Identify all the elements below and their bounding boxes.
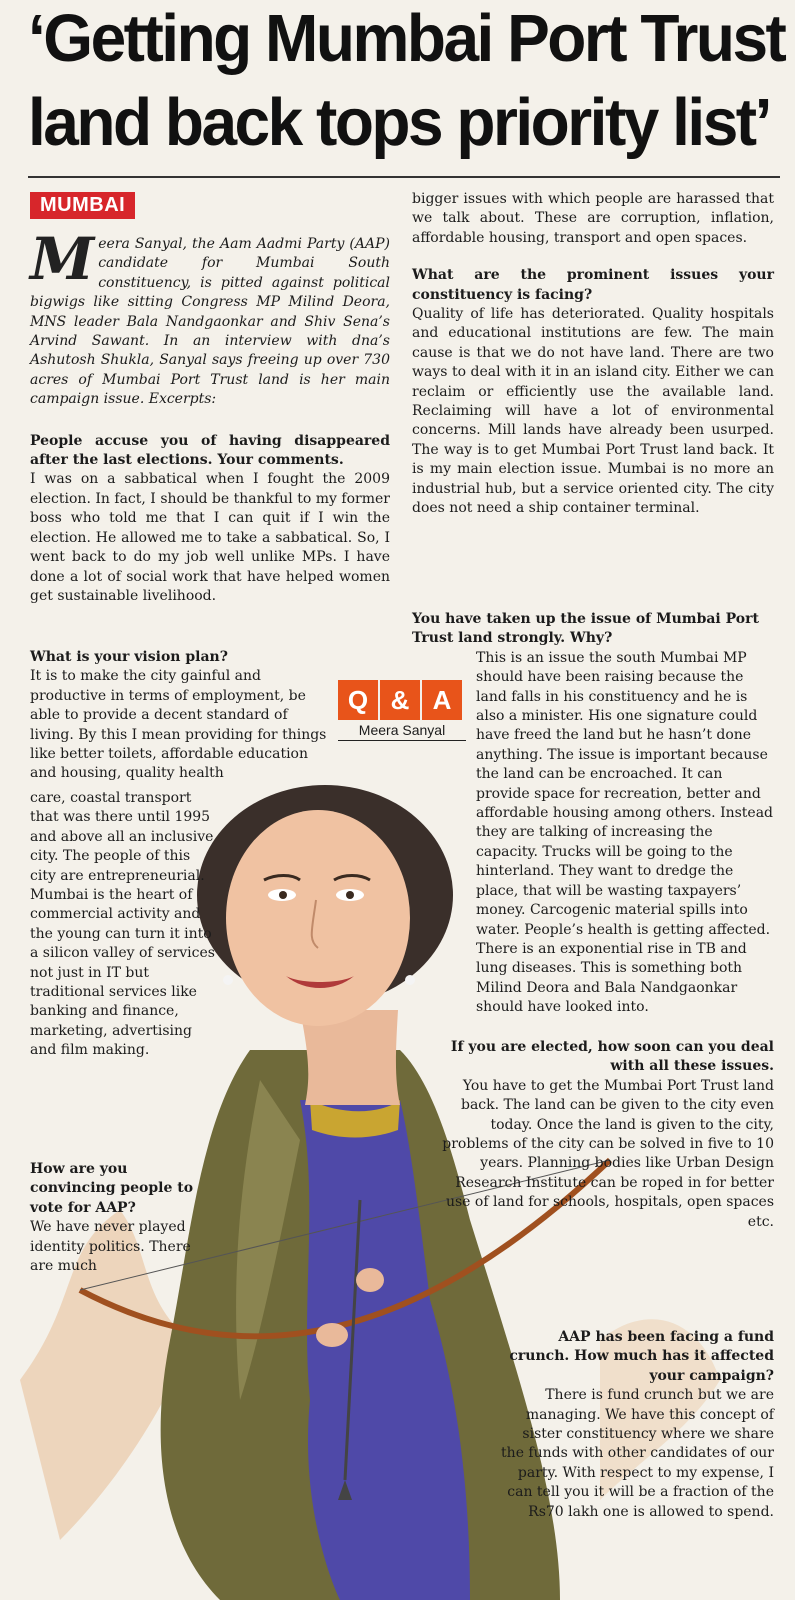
question-4: What are the prominent issues your constituency is facing? [412,267,774,303]
qa-box [338,680,466,746]
answer-4: Quality of life has deteriorated. Quality hospitals and educational institutions are few. The main cause is that we do not have land. There are two ways to deal with it in an island city. Either we can reclaim or efficiently use the available land. Reclaiming will have a lot of environmental concerns. Mill lands have already been usurped. The way is to get Mumbai Port Trust land back. It is my main election issue. Mumbai is no more an industrial hub, but a service oriented city. The city does not need a ship container terminal. [412,306,774,517]
qa-tile-q: Q [338,680,378,720]
question-1: People accuse you of having disappeared after the last elections. Your comments. [30,432,390,469]
question-6: If you are elected, how soon can you deal with all these issues. [450,1039,774,1075]
column-2 [412,190,774,519]
column-1-vision-cont [30,789,215,1061]
answer-2a: It is to make the city gainful and productive in terms of employment, be able to provide a decent standard of living. By this I mean providing for things like better toilets, affordable education and housing, quality health [30,668,327,782]
question-7: AAP has been facing a fund crunch. How much has it affected your campaign? [509,1329,774,1384]
question-5: You have taken up the issue of Mumbai Port Trust land strongly. Why? [412,611,759,647]
column-1 [30,225,390,606]
column-2-elected [440,1038,774,1232]
question-2: What is your vision plan? [30,649,228,665]
headline-line-2: land back tops priority list’ [28,84,770,160]
qa-tiles [338,680,466,720]
answer-3: We have never played identity politics. There are much [30,1219,191,1275]
qa-interviewee-name: Meera Sanyal [338,722,466,741]
intro-paragraph [30,225,390,410]
qa-tile-a: A [422,680,462,720]
column-2-port-trust [412,610,774,1018]
qa-tile-amp: & [380,680,420,720]
column-2-fund [500,1328,774,1522]
dropcap: M [30,225,95,293]
column-1-vision [30,648,390,784]
answer-1: I was on a sabbatical when I fought the 2009 election. In fact, I should be thankful to my former boss who told me that I can quit if I win the election. He allowed me to take a sabbatical. So, I went back to do my job well unlike MPs. I have done a lot of social work that have helped women get sustainable livelihood. [30,471,390,604]
headline-line-1: ‘Getting Mumbai Port Trust [28,0,785,76]
answer-2b: care, coastal transport that was there until 1995 and above all an inclusive city. The people of this city are entrepreneurial. Mumbai is the heart of commercial activity and the young can turn it into a silicon valley of services not just in IT but traditional services like banking and finance, marketing, advertising and film making. [30,790,215,1059]
column-1-aap [30,1160,210,1276]
answer-6: You have to get the Mumbai Port Trust land back. The land can be given to the city even today. Once the land is given to the city, problems of the city can be solved in five to 10 years. Planning bodies like Urban Design Research Institute can be roped in for better use of land for schools, hospitals, open spaces etc. [442,1077,774,1230]
intro-text: eera Sanyal, the Aam Aadmi Party (AAP) candidate for Mumbai South constituency, is pitted against political bigwigs like sitting Congress MP Milind Deora, MNS leader Bala Nandgaonkar and Shiv Sena’s Arvind Sawant. In an interview with dna’s Ashutosh Shukla, Sanyal says freeing up over 730 acres of Mumbai Port Trust land is her main campaign issue. Excerpts: [30,236,390,408]
col2-continuation: bigger issues with which people are harassed that we talk about. These are corruption, inflation, affordable housing, transport and open spaces. [412,191,774,246]
question-3: How are you convincing people to vote for AAP? [30,1161,194,1216]
answer-7: There is fund crunch but we are managing. We have this concept of sister constituency where we share the funds with other candidates of our party. With respect to my expense, I can tell you it will be a fraction of the Rs70 lakh one is allowed to spend. [501,1387,774,1520]
headline-rule [28,176,780,178]
answer-5: This is an issue the south Mumbai MP should have been raising because the land falls in his constituency and he is also a minister. His one signature could have freed the land but he hasn’t done anything. The issue is important because the land can be encroached. It can provide space for recreation, better and affordable housing among others. Instead they are talking of increasing the capacity. Trucks will be going to the hinterland. They want to dredge the place, that will be wasting taxpayers’ money. Carcogenic material spills into water. People’s health is getting affected. There is an exponential rise in TB and lung diseases. This is something both Milind Deora and Bala Nandgaonkar should have looked into. [476,649,774,1016]
headline [28,0,788,164]
section-tag: MUMBAI [30,192,135,219]
